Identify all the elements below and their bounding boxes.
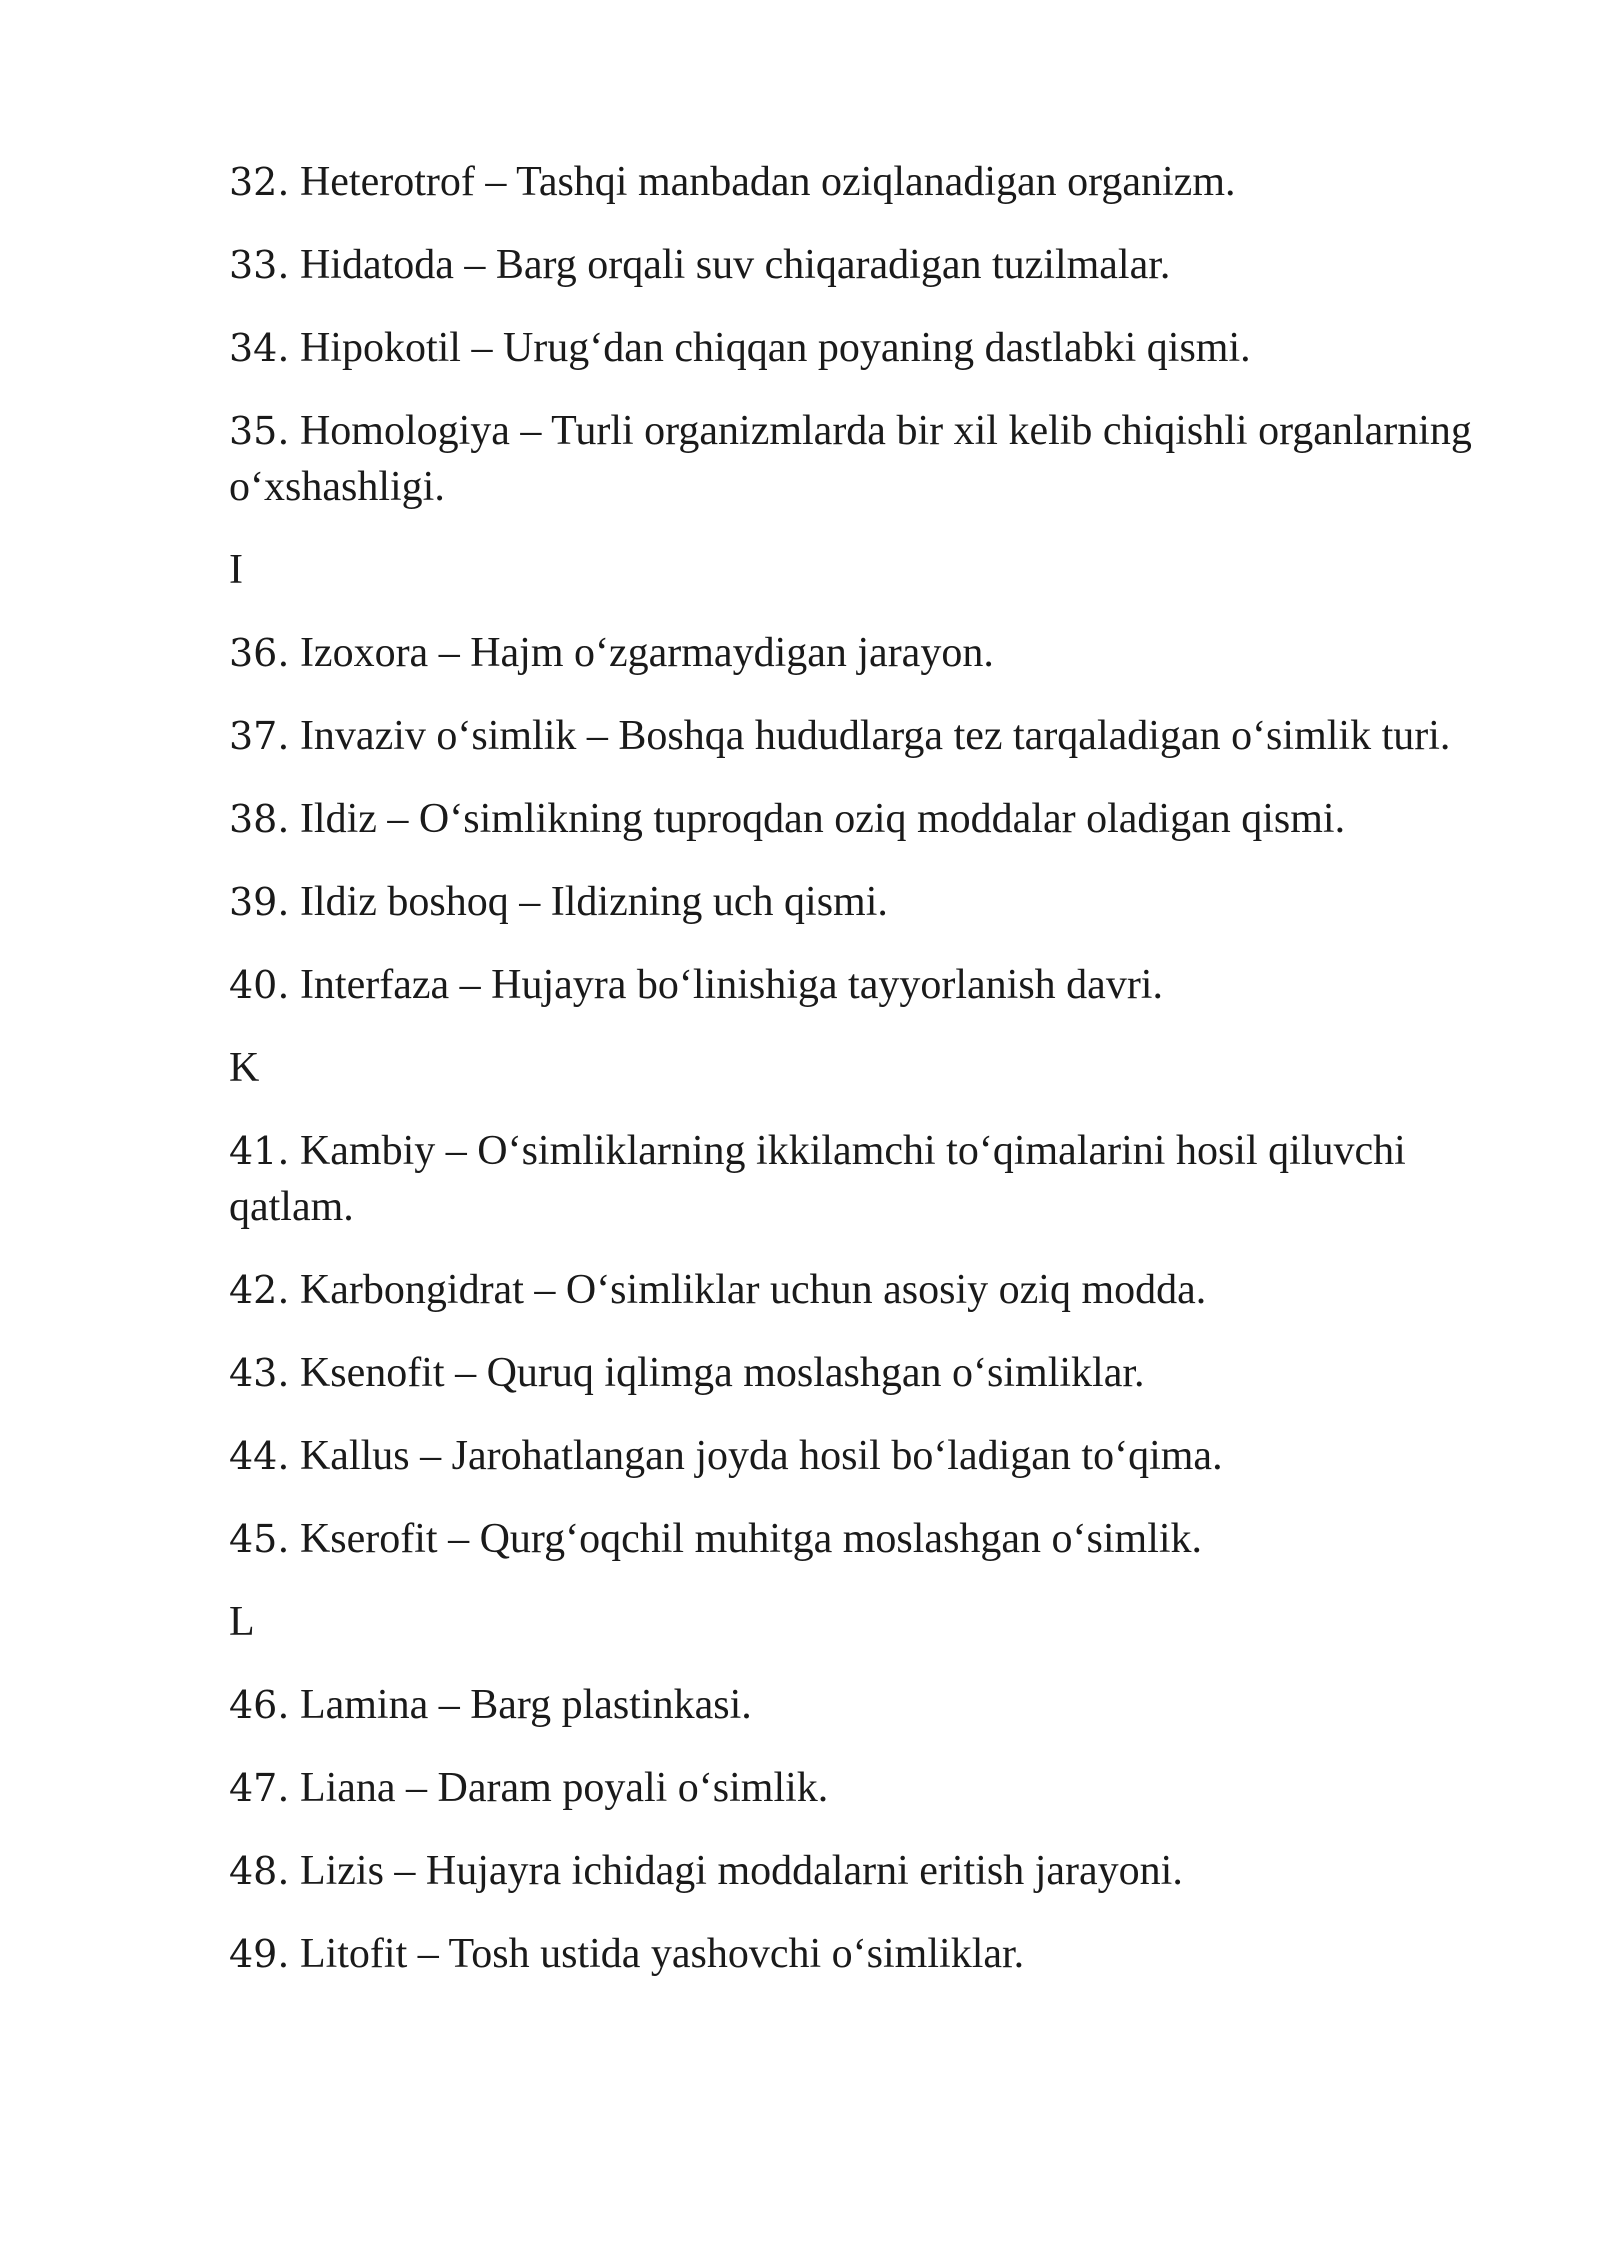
entry-number: 36. xyxy=(229,631,290,675)
entry-number: 39. xyxy=(229,880,290,924)
entry-number: 40. xyxy=(229,963,290,1007)
glossary-entry xyxy=(229,708,1529,764)
glossary-entry xyxy=(229,403,1529,515)
entry-number: 45. xyxy=(229,1517,290,1561)
entry-text: Invaziv o‘simlik – Boshqa hududlarga tez tarqaladigan o‘simlik turi. xyxy=(289,713,1451,759)
entry-text: Hipokotil – Urug‘dan chiqqan poyaning dastlabki qismi. xyxy=(289,325,1251,371)
entry-text: Heterotrof – Tashqi manbadan oziqlanadigan organizm. xyxy=(289,159,1236,205)
section-letter-heading: L xyxy=(229,1599,255,1645)
glossary-entry xyxy=(229,1677,1529,1733)
entry-number: 43. xyxy=(229,1351,290,1395)
entry-text: Kallus – Jarohatlangan joyda hosil bo‘ladigan to‘qima. xyxy=(289,1433,1223,1479)
entry-text: Interfaza – Hujayra bo‘linishiga tayyorlanish davri. xyxy=(289,962,1163,1008)
entry-text: Izoxora – Hajm o‘zgarmaydigan jarayon. xyxy=(289,630,994,676)
glossary-entry xyxy=(229,1511,1529,1567)
entry-text: Lamina – Barg plastinkasi. xyxy=(289,1682,752,1728)
glossary-entry xyxy=(229,1123,1529,1235)
entry-number: 34. xyxy=(229,326,290,370)
entry-text: Homologiya – Turli organizmlarda bir xil kelib chiqishli organlarning o‘xshashligi. xyxy=(229,408,1472,510)
glossary-entry xyxy=(229,874,1529,930)
section-letter-heading: K xyxy=(229,1045,260,1091)
glossary-entry xyxy=(229,154,1529,210)
glossary-entry xyxy=(229,1262,1529,1318)
entry-number: 49. xyxy=(229,1932,290,1976)
entry-text: Ildiz boshoq – Ildizning uch qismi. xyxy=(289,879,888,925)
section-letter-heading: I xyxy=(229,547,243,593)
glossary-entry xyxy=(229,1345,1529,1401)
entry-number: 44. xyxy=(229,1434,290,1478)
glossary-entry xyxy=(229,237,1529,293)
entry-number: 48. xyxy=(229,1849,290,1893)
glossary-entry xyxy=(229,625,1529,681)
entry-number: 33. xyxy=(229,243,290,287)
entry-text: Karbongidrat – O‘simliklar uchun asosiy oziq modda. xyxy=(289,1267,1207,1313)
entry-text: Lizis – Hujayra ichidagi moddalarni eritish jarayoni. xyxy=(289,1848,1183,1894)
entry-number: 46. xyxy=(229,1683,290,1727)
entry-number: 38. xyxy=(229,797,290,841)
glossary-entry xyxy=(229,1926,1529,1982)
entry-number: 47. xyxy=(229,1766,290,1810)
entry-text: Kserofit – Qurg‘oqchil muhitga moslashgan o‘simlik. xyxy=(289,1516,1203,1562)
entry-text: Liana – Daram poyali o‘simlik. xyxy=(289,1765,829,1811)
entry-number: 37. xyxy=(229,714,290,758)
glossary-entry xyxy=(229,957,1529,1013)
entry-text: Ildiz – O‘simlikning tuproqdan oziq moddalar oladigan qismi. xyxy=(289,796,1346,842)
glossary-entry xyxy=(229,1428,1529,1484)
entry-text: Kambiy – O‘simliklarning ikkilamchi to‘qimalarini hosil qiluvchi qatlam. xyxy=(229,1128,1406,1230)
entry-number: 32. xyxy=(229,160,290,204)
entry-number: 42. xyxy=(229,1268,290,1312)
glossary-entry xyxy=(229,1760,1529,1816)
glossary-entry xyxy=(229,320,1529,376)
glossary-entry xyxy=(229,791,1529,847)
entry-number: 35. xyxy=(229,409,290,453)
entry-number: 41. xyxy=(229,1129,290,1173)
glossary-body xyxy=(229,154,1529,2009)
glossary-entry xyxy=(229,1843,1529,1899)
entry-text: Hidatoda – Barg orqali suv chiqaradigan tuzilmalar. xyxy=(289,242,1171,288)
entry-text: Litofit – Tosh ustida yashovchi o‘simliklar. xyxy=(289,1931,1025,1977)
entry-text: Ksenofit – Quruq iqlimga moslashgan o‘simliklar. xyxy=(289,1350,1145,1396)
